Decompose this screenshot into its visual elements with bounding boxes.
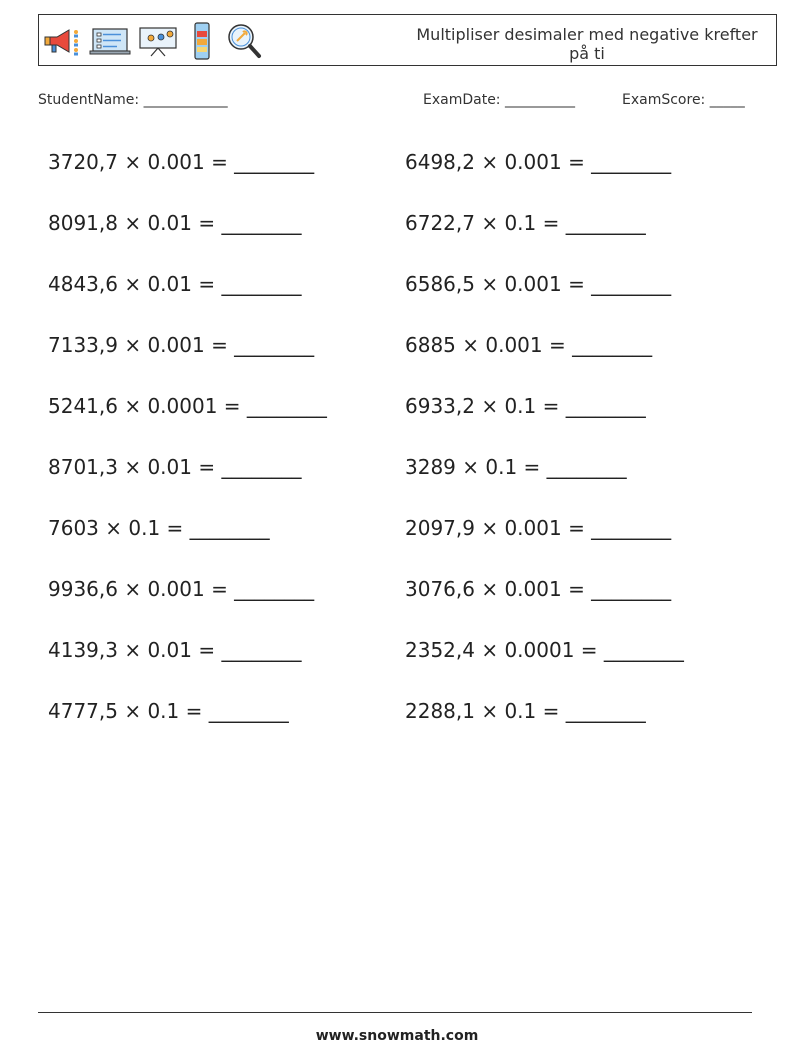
footer-divider: [38, 1012, 752, 1013]
exam-date-field: ExamDate: __________: [423, 92, 575, 108]
problem-left-2: 8091,8 × 0.01 = ________: [48, 211, 302, 235]
laptop-icon: [89, 26, 131, 56]
megaphone-icon: [43, 26, 83, 56]
worksheet-header: [38, 14, 777, 66]
student-name-field: StudentName: ____________: [38, 92, 228, 108]
problem-left-6: 8701,3 × 0.01 = ________: [48, 455, 302, 479]
problem-right-2: 6722,7 × 0.1 = ________: [405, 211, 646, 235]
problem-left-9: 4139,3 × 0.01 = ________: [48, 638, 302, 662]
problem-left-1: 3720,7 × 0.001 = ________: [48, 150, 315, 174]
presentation-board-icon: [137, 25, 179, 57]
problem-right-9: 2352,4 × 0.0001 = ________: [405, 638, 684, 662]
problem-right-4: 6885 × 0.001 = ________: [405, 333, 653, 357]
footer-url[interactable]: www.snowmath.com: [315, 1028, 479, 1044]
magnifier-icon: [225, 21, 263, 61]
header-icons: [43, 19, 263, 63]
problem-left-3: 4843,6 × 0.01 = ________: [48, 272, 302, 296]
problem-left-5: 5241,6 × 0.0001 = ________: [48, 394, 327, 418]
problem-right-8: 3076,6 × 0.001 = ________: [405, 577, 672, 601]
problem-right-6: 3289 × 0.1 = ________: [405, 455, 627, 479]
problem-left-4: 7133,9 × 0.001 = ________: [48, 333, 315, 357]
problem-left-7: 7603 × 0.1 = ________: [48, 516, 270, 540]
problem-right-1: 6498,2 × 0.001 = ________: [405, 150, 672, 174]
problem-right-5: 6933,2 × 0.1 = ________: [405, 394, 646, 418]
phone-icon: [185, 21, 219, 61]
problem-right-10: 2288,1 × 0.1 = ________: [405, 699, 646, 723]
worksheet-title: Multipliser desimaler med negative krefter på ti: [416, 25, 758, 63]
problem-left-8: 9936,6 × 0.001 = ________: [48, 577, 315, 601]
exam-score-field: ExamScore: _____: [622, 92, 745, 108]
problem-right-7: 2097,9 × 0.001 = ________: [405, 516, 672, 540]
problem-left-10: 4777,5 × 0.1 = ________: [48, 699, 289, 723]
problem-right-3: 6586,5 × 0.001 = ________: [405, 272, 672, 296]
